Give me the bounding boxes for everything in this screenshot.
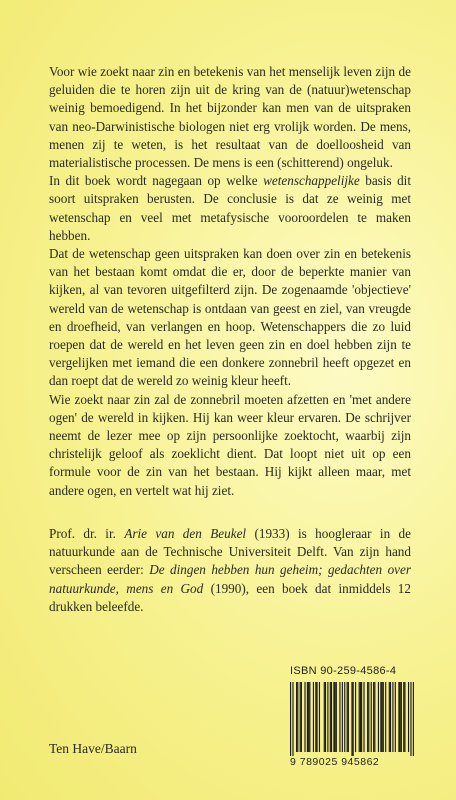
barcode-bar bbox=[385, 682, 386, 752]
barcode-bar bbox=[361, 682, 362, 752]
barcode-bar bbox=[324, 682, 325, 752]
barcode-bar bbox=[347, 682, 348, 752]
paragraph-3: Dat de wetenschap geen uitspraken kan doen over zin en betekenis van het bestaan komt omdat die er, door de beperkte manier van kijken, al van tevoren uitgefilterd zijn. De zogenaamde 'objectieve' wereld van de wetenschap is ontdaan van geest en ziel, van vreugde en droefheid, van verlangen en hoop. Wetenschappers die zo luid roepen dat de wereld en het leven geen zin en doel hebben zijn te vergelijken met iemand die een donkere zonnebril heeft opgezet en dan roept dat de wereld zo weinig kleur heeft. bbox=[49, 246, 411, 389]
barcode-bar bbox=[319, 682, 320, 752]
barcode-bar bbox=[363, 682, 364, 752]
previous-book-title: De dingen hebben hun geheim; gedachten over natuurkunde, mens en God bbox=[49, 562, 411, 596]
barcode-bar bbox=[378, 682, 379, 752]
barcode-bar bbox=[360, 682, 361, 752]
barcode-bar bbox=[404, 682, 405, 752]
barcode-bar bbox=[313, 682, 314, 752]
barcode-bar bbox=[301, 682, 302, 752]
barcode-bar bbox=[308, 682, 309, 752]
barcode-bar bbox=[400, 682, 401, 752]
barcode-bar bbox=[355, 682, 356, 752]
barcode-digits: 9 789025 945862 bbox=[290, 756, 380, 768]
isbn-label: ISBN 90-259-4586-4 bbox=[290, 665, 397, 677]
barcode-bar bbox=[383, 682, 384, 752]
paragraph-4: Wie zoekt naar zin zal de zonnebril moeten afzetten en 'met andere ogen' de wereld in kijken. Hij kan weer kleur ervaren. De schrijver neemt de lezer mee op zijn persoonlijke zoektocht, waarbij zijn christelijk geloof als zoeklicht dient. Dat loopt niet uit op een formule voor de zin van het bestaan. Hij kijkt alleen maar, met andere ogen, en vertelt wat hij ziet. bbox=[49, 391, 411, 498]
barcode-bar bbox=[333, 682, 334, 752]
barcode-bar bbox=[296, 682, 297, 752]
barcode-bar bbox=[413, 682, 414, 756]
barcode-bar bbox=[403, 682, 404, 752]
author-name: Arie van den Beukel bbox=[124, 526, 247, 541]
barcode-bar bbox=[353, 682, 354, 756]
barcode-bar bbox=[290, 682, 291, 756]
barcode-bar bbox=[382, 682, 383, 752]
barcode-bar bbox=[359, 682, 360, 752]
emphasis-wetenschappelijke: wetenschappelijke bbox=[263, 173, 360, 189]
barcode-bar bbox=[330, 682, 331, 752]
author-bio: Prof. dr. ir. Arie van den Beukel (1933) is hoogleraar in de natuurkunde aan de Technische Universiteit Delft. Van zijn hand verscheen eerder: De dingen hebben hun geheim; gedachten over natuurkunde, mens en God (1990), een boek dat inmiddels 12 drukken beleefde. bbox=[49, 526, 411, 614]
barcode-bar bbox=[390, 682, 391, 752]
barcode-bar bbox=[408, 682, 409, 752]
back-cover-blurb bbox=[49, 63, 411, 500]
barcode-bar bbox=[410, 682, 411, 756]
barcode-bar bbox=[344, 682, 345, 752]
barcode-bar bbox=[304, 682, 305, 752]
barcode-bar bbox=[336, 682, 337, 752]
barcode-bar bbox=[368, 682, 369, 752]
barcode-bar bbox=[331, 682, 332, 752]
paragraph-1: Voor wie zoekt naar zin en betekenis van het menselijk leven zijn de geluiden die te horen zijn uit de kring van de (natuur)wetenschap weinig bemoedigend. In het bijzonder kan men van de uitspraken van neo-Darwinistische biologen niet erg vrolijk worden. De mens, menen zij te weten, is het resultaat van de doelloosheid van materialistische processen. De mens is een (schitterend) ongeluk. bbox=[49, 64, 411, 171]
paragraph-2: In dit boek wordt nagegaan op welke wetenschappelijke basis dit soort uitspraken berusten. De conclusie is dat ze weinig met wetenschap en veel met metafysische vooroordelen te maken hebben. bbox=[49, 173, 411, 243]
barcode-bar bbox=[315, 682, 316, 752]
barcode-bar bbox=[380, 682, 381, 752]
publisher: Ten Have/Baarn bbox=[49, 741, 137, 756]
barcode-bar bbox=[374, 682, 375, 752]
barcode-bar bbox=[371, 682, 372, 752]
barcode-bar bbox=[401, 682, 402, 752]
barcode-bar bbox=[373, 682, 374, 752]
barcode-bar bbox=[297, 682, 298, 752]
barcode-bar bbox=[367, 682, 368, 752]
barcode-bar bbox=[342, 682, 343, 752]
barcode-bar bbox=[389, 682, 390, 752]
barcode-bar bbox=[309, 682, 310, 752]
barcode bbox=[290, 682, 414, 756]
barcode-bar bbox=[348, 682, 349, 752]
barcode-bar bbox=[335, 682, 336, 752]
barcode-bar bbox=[300, 682, 301, 752]
barcode-bar bbox=[307, 682, 308, 752]
barcode-bar bbox=[398, 682, 399, 752]
barcode-bar bbox=[327, 682, 328, 752]
barcode-bar bbox=[292, 682, 293, 756]
barcode-bar bbox=[351, 682, 352, 756]
barcode-bar bbox=[339, 682, 340, 752]
barcode-bar bbox=[316, 682, 317, 752]
barcode-bar bbox=[392, 682, 393, 752]
barcode-bar bbox=[325, 682, 326, 752]
barcode-bar bbox=[395, 682, 396, 752]
